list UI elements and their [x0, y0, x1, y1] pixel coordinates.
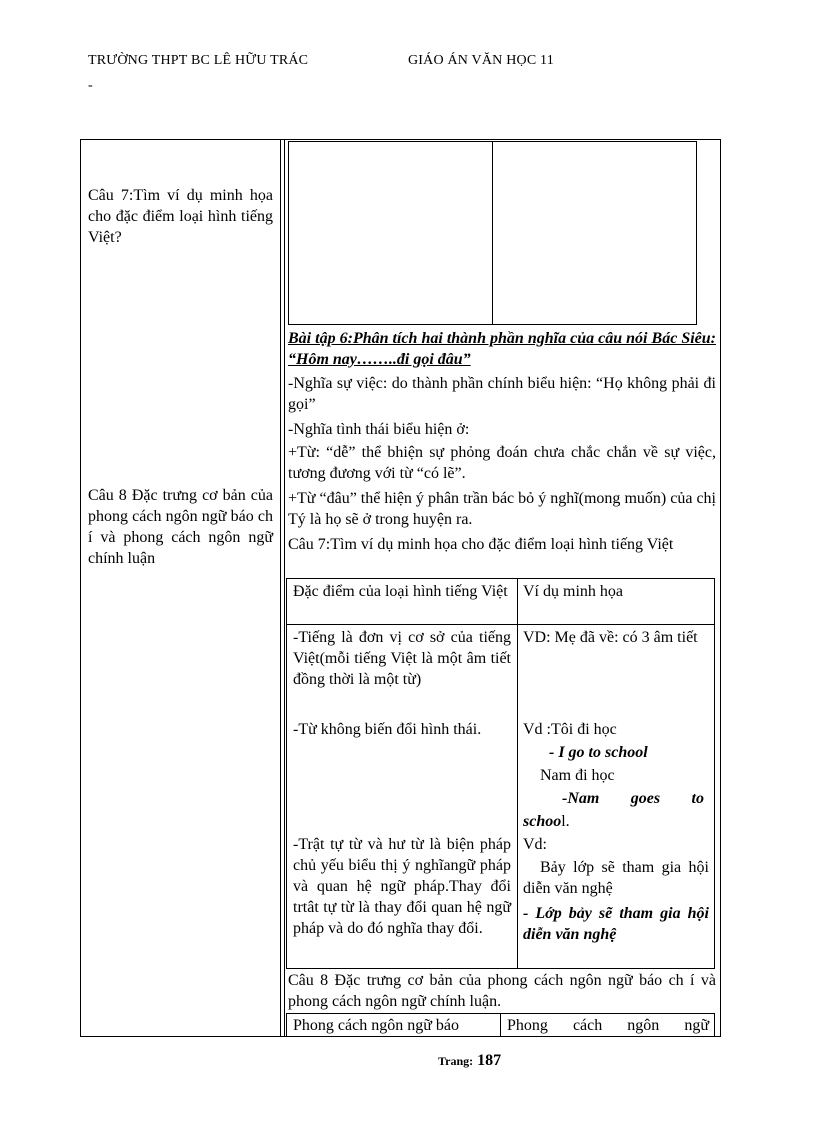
- table7-row3-example-2: Bảy lớp sẽ tham gia hội diễn văn nghệ: [523, 859, 709, 897]
- left-question-7: Câu 7:Tìm ví dụ minh họa cho đặc điểm loại hình tiếng Việt?: [88, 187, 273, 246]
- question-8-repeat: Câu 8 Đặc trưng cơ bản của phong cách ngôn ngữ báo ch í và phong cách ngôn ngữ chính luận.: [288, 972, 716, 1010]
- table7-row2-example-5-bold: schoo: [523, 813, 562, 830]
- table7-row2-example-5-end: l.: [561, 813, 570, 830]
- table7-header-example: Ví dụ minh họa: [523, 583, 623, 600]
- exercise-6-title: Bài tập 6:Phân tích hai thành phần nghĩa của câu nói Bác Siêu: “Hôm nay……..đi gọi đâu”: [288, 330, 716, 368]
- table7-row2-example-2: - I go to school: [549, 744, 648, 761]
- school-name: TRƯỜNG THPT BC LÊ HỮU TRÁC: [88, 53, 309, 68]
- table7-row3-example-3: - Lớp bảy sẽ tham gia hội diễn văn nghệ: [523, 905, 709, 943]
- page-number: 187: [477, 1052, 502, 1069]
- table8-header-political: Phong cách ngôn ngữ: [507, 1017, 709, 1034]
- table8-header-press: Phong cách ngôn ngữ báo: [293, 1017, 459, 1034]
- question-7-repeat: Câu 7:Tìm ví dụ minh họa cho đặc điểm loại hình tiếng Việt: [288, 536, 674, 553]
- table7-row3-feature: -Trật tự từ và hư từ là biện pháp chủ yếu biểu thị ý nghĩangữ pháp và quan hệ ngữ pháp.Thay đổi trtât tự từ là thay đổi quan hệ ngữ pháp và do đó nghĩa thay đổi.: [293, 836, 511, 937]
- table7-row1-feature: -Tiếng là đơn vị cơ sở của tiếng Việt(mỗi tiếng Việt là một âm tiết đồng thời là một từ): [293, 629, 511, 688]
- header-dash: -: [88, 78, 93, 93]
- left-question-8: Câu 8 Đặc trưng cơ bản của phong cách ngôn ngữ báo ch í và phong cách ngôn ngữ chính luận: [88, 487, 273, 567]
- word-de: +Từ: “dễ” thể bhiện sự phỏng đoán chưa chắc chắn về sự việc, tương đương với từ “có lẽ”.: [288, 444, 716, 482]
- table7-row3-example-1: Vd:: [523, 836, 547, 853]
- table7-row2-example-4: -Nam goes to: [562, 790, 704, 807]
- word-dau: +Từ “đâu” thể hiện ý phân trần bác bỏ ý nghĩ(mong muốn) của chị Tý là họ sẽ ở trong huyện ra.: [288, 490, 716, 528]
- table7-row2-example-1: Vd :Tôi đi học: [523, 721, 617, 738]
- table7-row1-example: VD: Mẹ đã về: có 3 âm tiết: [523, 629, 698, 646]
- page-footer: [438, 1052, 501, 1070]
- table7-header-feature: Đặc điểm của loại hình tiếng Việt: [293, 583, 508, 600]
- table7-row2-feature: -Từ không biến đổi hình thái.: [293, 721, 482, 738]
- meaning-modal: -Nghĩa tình thái biểu hiện ở:: [288, 421, 470, 438]
- table7-row2-example-5: [523, 811, 570, 832]
- subject-title: GIÁO ÁN VĂN HỌC 11: [408, 53, 554, 68]
- table7-row2-example-3: Nam đi học: [540, 767, 615, 784]
- meaning-event: -Nghĩa sự việc: do thành phần chính biểu hiện: “Họ không phải đi gọi”: [288, 375, 716, 413]
- page-label: Trang:: [438, 1054, 474, 1068]
